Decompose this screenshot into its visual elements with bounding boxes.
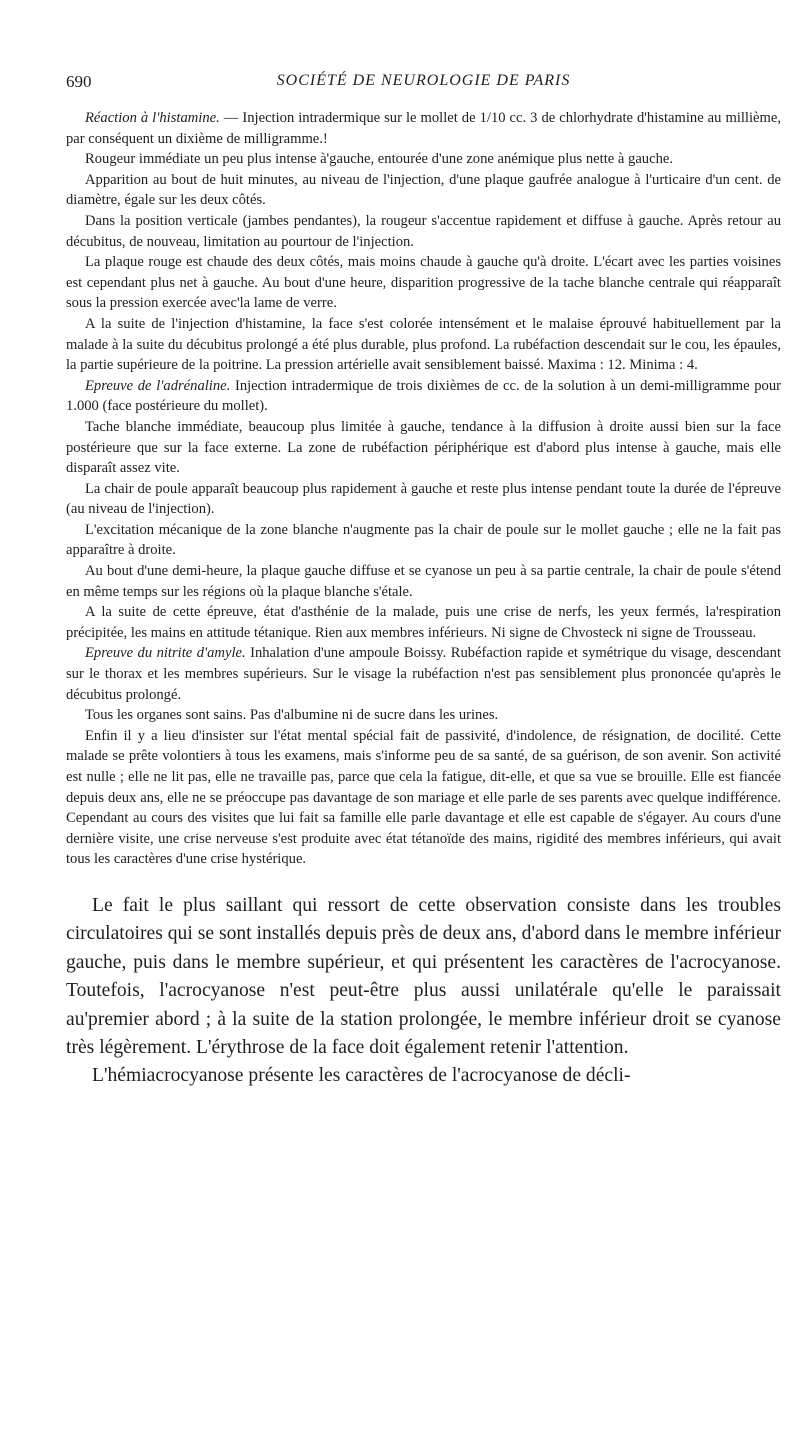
observation-paragraph xyxy=(66,376,781,417)
paragraph-text: Enfin il y a lieu d'insister sur l'état mental spécial fait de passivité, d'indolence, de résignation, de docilité. Cette malade se prête volontiers à tous les examens, mais s'informe peu de sa santé, de sa guérison, de son avenir. Son activité est nulle ; elle ne lit pas, elle ne travaille pas, parce que cela la fatigue, dit-elle, et que sa vue se brouille. Elle est fiancée depuis deux ans, elle ne se préoccupe pas davantage de son mariage et elle parle de ses parents avec quelque indifférence. Cependant au cours des visites que lui fait sa famille elle parle davantage et elle est capable de s'égayer. Au cours d'une dernière visite, une crise nerveuse s'est produite avec état tétanoïde des mains, rigidité des membres inférieurs, qui avait tous les caractères d'une crise hystérique. xyxy=(66,727,781,868)
observation-section xyxy=(66,108,781,870)
observation-paragraph xyxy=(66,211,781,252)
observation-paragraph xyxy=(66,520,781,561)
observation-paragraph xyxy=(66,108,781,149)
journal-title: SOCIÉTÉ DE NEUROLOGIE DE PARIS xyxy=(276,72,571,89)
observation-paragraph xyxy=(66,479,781,520)
observation-paragraph xyxy=(66,643,781,705)
observation-paragraph xyxy=(66,726,781,870)
paragraph-text: — Injection intradermique sur le mollet de 1/10 cc. 3 de chlorhydrate d'histamine au millième, par conséquent un dixième de milligramme.! xyxy=(66,110,781,147)
discussion-paragraph: L'hémiacrocyanose présente les caractères de l'acrocyanose de décli- xyxy=(92,1065,631,1087)
page-number: 690 xyxy=(66,72,92,91)
paragraph-text: La plaque rouge est chaude des deux côtés, mais moins chaude à gauche qu'à droite. L'écart avec les parties voisines est cependant plus net à gauche. Au bout d'une heure, disparition progressive de la tache blanche centrale qui réapparaît sous la pression exercée avec'la lame de verre. xyxy=(66,254,781,312)
paragraph-text: Inhalation d'une ampoule Boissy. Rubéfaction rapide et symétrique du visage, descendant sur le thorax et les membres supérieurs. Sur le visage la rubéfaction n'est pas sensiblement plus prononcée qu'après le décubitus prolongé. xyxy=(66,645,781,703)
observation-paragraph xyxy=(66,252,781,314)
observation-paragraph xyxy=(66,561,781,602)
paragraph-lead: Epreuve de l'adrénaline. xyxy=(85,377,231,394)
paragraph-text: A la suite de l'injection d'histamine, la face s'est colorée intensément et le malaise éprouvé habituellement par la malade à la suite du décubitus prolongé a été plus durable, plus profond. La rubéfaction descendait sur le cou, les épaules, la partie supérieure de la poitrine. La pression artérielle avait sensiblement baissé. Maxima : 12. Minima : 4. xyxy=(66,315,781,374)
paragraph-text: Injection intradermique de trois dixièmes de cc. de la solution à un demi-milligramme pour 1.000 (face postérieure du mollet). xyxy=(66,377,781,415)
discussion-paragraph: Le fait le plus saillant qui ressort de cette observation consiste dans les troubles circulatoires qui se sont installés depuis près de deux ans, d'abord dans le membre inférieur gauche, puis dans le membre supérieur, et qui présentent les caractères de l'acrocyanose. Toutefois, l'acrocyanose n'est peut-être plus aussi unilatérale qu'elle le paraissait au'premier abord ; à la suite de la station prolongée, le membre inférieur droit se cyanose très légèrement. L'érythrose de la face doit également retenir l'attention. xyxy=(66,894,781,1058)
paragraph-text: Dans la position verticale (jambes pendantes), la rougeur s'accentue rapidement et diffuse à gauche. Après retour au décubitus, de nouveau, limitation au pourtour de l'injection. xyxy=(66,212,781,250)
paragraph-text: Apparition au bout de huit minutes, au niveau de l'injection, d'une plaque gaufrée analogue à l'urticaire d'un cent. de diamètre, égale sur les deux côtés. xyxy=(66,171,781,209)
paragraph-lead: Réaction à l'histamine. xyxy=(85,110,220,126)
paragraph-text: A la suite de cette épreuve, état d'asthénie de la malade, puis une crise de nerfs, les yeux fermés, la'respiration précipitée, les mains en attitude tétanique. Rien aux membres inférieurs. Ni signe de Chvosteck ni signe de Trousseau. xyxy=(66,604,781,641)
observation-paragraph xyxy=(66,417,781,479)
observation-paragraph xyxy=(66,705,781,726)
observation-paragraph xyxy=(66,170,781,211)
paragraph-text: Rougeur immédiate un peu plus intense à'gauche, entourée d'une zone anémique plus nette à gauche. xyxy=(85,151,673,168)
paragraph-text: Au bout d'une demi-heure, la plaque gauche diffuse et se cyanose un peu à sa partie centrale, la chair de poule s'étend en même temps sur les régions où la plaque blanche s'étale. xyxy=(66,563,781,600)
paragraph-text: La chair de poule apparaît beaucoup plus rapidement à gauche et reste plus intense pendant toute la durée de l'épreuve (au niveau de l'injection). xyxy=(66,480,781,518)
discussion-section xyxy=(66,892,781,1091)
paragraph-lead: Epreuve du nitrite d'amyle. xyxy=(85,645,246,662)
observation-paragraph xyxy=(66,602,781,643)
paragraph-text: Tous les organes sont sains. Pas d'albumine ni de sucre dans les urines. xyxy=(85,707,499,724)
paragraph-text: Tache blanche immédiate, beaucoup plus limitée à gauche, tendance à la diffusion à droite aussi bien sur la face postérieure que sur la face externe. La zone de rubéfaction périphérique est d'abord plus intense à gauche, mais elle disparaît assez vite. xyxy=(66,418,781,477)
paragraph-text: L'excitation mécanique de la zone blanche n'augmente pas la chair de poule sur le mollet gauche ; elle ne la fait pas apparaître à droite. xyxy=(66,521,781,559)
document-page xyxy=(66,72,781,1091)
observation-paragraph xyxy=(66,149,781,170)
running-header xyxy=(66,72,781,98)
observation-paragraph xyxy=(66,314,781,376)
